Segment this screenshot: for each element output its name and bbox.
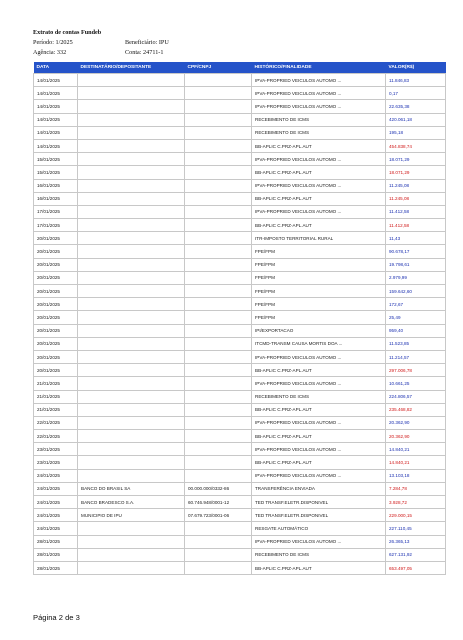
cell-destinatario	[78, 535, 185, 548]
cell-date: 16/01/2025	[34, 179, 78, 192]
table-row	[34, 482, 446, 495]
cell-historico: RECEBIMENTO DE ICMS	[252, 126, 386, 139]
cell-date: 28/01/2025	[34, 535, 78, 548]
cell-valor: 224.806,57	[386, 390, 446, 403]
table-row	[34, 285, 446, 298]
table-row	[34, 535, 446, 548]
cell-valor: 227.110,45	[386, 522, 446, 535]
table-row	[34, 443, 446, 456]
cell-historico: IPVA-PROPRIED VEICULOS AUTOMO ...	[252, 74, 386, 87]
cell-valor: 25,49	[386, 311, 446, 324]
cell-date: 24/01/2025	[34, 522, 78, 535]
cell-cpf-cnpj	[185, 430, 252, 443]
table-row	[34, 337, 446, 350]
cell-cpf-cnpj	[185, 139, 252, 152]
cell-historico: BB-APLIC C.PRZ-APL.AUT	[252, 561, 386, 574]
cell-destinatario	[78, 364, 185, 377]
cell-destinatario	[78, 403, 185, 416]
cell-valor: 20.362,90	[386, 416, 446, 429]
cell-date: 21/01/2025	[34, 390, 78, 403]
cell-cpf-cnpj	[185, 74, 252, 87]
cell-cpf-cnpj	[185, 271, 252, 284]
cell-valor: 13.103,18	[386, 469, 446, 482]
table-row	[34, 205, 446, 218]
cell-date: 14/01/2025	[34, 74, 78, 87]
cell-valor: 14.840,21	[386, 443, 446, 456]
page-number: Página 2 de 3	[33, 613, 80, 622]
cell-valor: 195,18	[386, 126, 446, 139]
table-row	[34, 416, 446, 429]
cell-historico: BB-APLIC C.PRZ-APL.AUT	[252, 166, 386, 179]
table-row	[34, 469, 446, 482]
cell-date: 28/01/2025	[34, 548, 78, 561]
cell-historico: IPVA-PROPRIED VEICULOS AUTOMO ...	[252, 443, 386, 456]
col-data-header: DATA	[34, 62, 78, 74]
table-row	[34, 113, 446, 126]
cell-destinatario	[78, 139, 185, 152]
table-row	[34, 219, 446, 232]
cell-cpf-cnpj	[185, 285, 252, 298]
cell-historico: RESGATE AUTOMÁTICO	[252, 522, 386, 535]
cell-destinatario	[78, 87, 185, 100]
cell-historico: IPVA-PROPRIED VEICULOS AUTOMO ...	[252, 87, 386, 100]
cell-valor: 235.468,82	[386, 403, 446, 416]
cell-historico: FPE/FPM	[252, 245, 386, 258]
cell-valor: 7.284,78	[386, 482, 446, 495]
cell-date: 24/01/2025	[34, 509, 78, 522]
cell-cpf-cnpj	[185, 535, 252, 548]
cell-valor: 454.838,74	[386, 139, 446, 152]
table-row	[34, 324, 446, 337]
cell-valor: 11.245,08	[386, 192, 446, 205]
cell-cpf-cnpj	[185, 416, 252, 429]
cell-valor: 18.071,29	[386, 166, 446, 179]
cell-date: 16/01/2025	[34, 192, 78, 205]
cell-historico: RECEBIMENTO DE ICMS	[252, 548, 386, 561]
cell-destinatario	[78, 192, 185, 205]
cell-date: 21/01/2025	[34, 377, 78, 390]
cell-historico: IPI/EXPORTACAO	[252, 324, 386, 337]
table-row	[34, 350, 446, 363]
cell-historico: IPVA-PROPRIED VEICULOS AUTOMO ...	[252, 350, 386, 363]
cell-cpf-cnpj	[185, 245, 252, 258]
cell-destinatario	[78, 285, 185, 298]
cell-cpf-cnpj	[185, 232, 252, 245]
cell-historico: BB-APLIC C.PRZ-APL.AUT	[252, 219, 386, 232]
cell-date: 20/01/2025	[34, 258, 78, 271]
cell-valor: 420.061,18	[386, 113, 446, 126]
cell-date: 20/01/2025	[34, 245, 78, 258]
cell-valor: 90.678,17	[386, 245, 446, 258]
cell-historico: IPVA-PROPRIED VEICULOS AUTOMO ...	[252, 377, 386, 390]
cell-destinatario: BANCO DO BRASIL SA	[78, 482, 185, 495]
cell-date: 20/01/2025	[34, 364, 78, 377]
cell-date: 14/01/2025	[34, 100, 78, 113]
cell-cpf-cnpj	[185, 87, 252, 100]
table-row	[34, 311, 446, 324]
cell-date: 23/01/2025	[34, 456, 78, 469]
cell-cpf-cnpj	[185, 113, 252, 126]
cell-destinatario: MUNICIPIO DE IPU	[78, 509, 185, 522]
cell-historico: FPE/FPM	[252, 298, 386, 311]
cell-date: 21/01/2025	[34, 403, 78, 416]
cell-valor: 18.071,29	[386, 153, 446, 166]
cell-valor: 26.365,13	[386, 535, 446, 548]
cell-destinatario	[78, 100, 185, 113]
cell-destinatario	[78, 258, 185, 271]
cell-historico: FPE/FPM	[252, 285, 386, 298]
statement-header	[33, 28, 169, 58]
cell-destinatario	[78, 456, 185, 469]
table-row	[34, 456, 446, 469]
cell-cpf-cnpj	[185, 377, 252, 390]
cell-cpf-cnpj	[185, 469, 252, 482]
cell-historico: ITCMD-TRANSM CAUSA MORTIS DOA ...	[252, 337, 386, 350]
cell-cpf-cnpj: 00.000.000/0332-86	[185, 482, 252, 495]
cell-historico: TRANSFERÊNCIA ENVIADA	[252, 482, 386, 495]
cell-destinatario	[78, 271, 185, 284]
cell-cpf-cnpj	[185, 205, 252, 218]
periodo-label: Período: 1/2025	[33, 39, 73, 46]
beneficiario-label: Beneficiário: IPU	[125, 39, 169, 46]
cell-destinatario	[78, 153, 185, 166]
table-row	[34, 100, 446, 113]
cell-cpf-cnpj	[185, 364, 252, 377]
cell-historico: BB-APLIC C.PRZ-APL.AUT	[252, 456, 386, 469]
cell-historico: BB-APLIC C.PRZ-APL.AUT	[252, 430, 386, 443]
cell-destinatario	[78, 324, 185, 337]
table-row	[34, 192, 446, 205]
cell-valor: 297.006,78	[386, 364, 446, 377]
table-row	[34, 509, 446, 522]
cell-date: 15/01/2025	[34, 153, 78, 166]
cell-historico: IPVA-PROPRIED VEICULOS AUTOMO ...	[252, 205, 386, 218]
cell-date: 24/01/2025	[34, 482, 78, 495]
cell-historico: FPE/FPM	[252, 258, 386, 271]
cell-historico: ITR-IMPOSTO TERRITORIAL RURAL	[252, 232, 386, 245]
cell-cpf-cnpj	[185, 456, 252, 469]
table-row	[34, 377, 446, 390]
cell-date: 28/01/2025	[34, 561, 78, 574]
cell-cpf-cnpj	[185, 443, 252, 456]
table-row	[34, 166, 446, 179]
cell-valor: 2.979,99	[386, 271, 446, 284]
cell-valor: 11.412,58	[386, 219, 446, 232]
cell-valor: 3.928,72	[386, 496, 446, 509]
cell-destinatario	[78, 337, 185, 350]
cell-destinatario	[78, 179, 185, 192]
table-row	[34, 390, 446, 403]
cell-destinatario: BANCO BRADESCO S.A.	[78, 496, 185, 509]
cell-valor: 11,43	[386, 232, 446, 245]
cell-destinatario	[78, 113, 185, 126]
cell-valor: 11.214,57	[386, 350, 446, 363]
cell-historico: IPVA-PROPRIED VEICULOS AUTOMO ...	[252, 153, 386, 166]
cell-valor: 159.642,60	[386, 285, 446, 298]
cell-historico: IPVA-PROPRIED VEICULOS AUTOMO ...	[252, 469, 386, 482]
cell-destinatario	[78, 416, 185, 429]
table-row	[34, 74, 446, 87]
cell-date: 20/01/2025	[34, 337, 78, 350]
cell-date: 14/01/2025	[34, 87, 78, 100]
cell-cpf-cnpj: 60.746.948/0001-12	[185, 496, 252, 509]
cell-date: 20/01/2025	[34, 324, 78, 337]
cell-historico: RECEBIMENTO DE ICMS	[252, 113, 386, 126]
cell-valor: 11.412,58	[386, 205, 446, 218]
cell-cpf-cnpj	[185, 403, 252, 416]
cell-destinatario	[78, 350, 185, 363]
table-body	[34, 74, 446, 575]
table-row	[34, 245, 446, 258]
cell-cpf-cnpj	[185, 258, 252, 271]
table-row	[34, 522, 446, 535]
cell-date: 22/01/2025	[34, 430, 78, 443]
cell-date: 20/01/2025	[34, 271, 78, 284]
cell-date: 24/01/2025	[34, 469, 78, 482]
cell-cpf-cnpj	[185, 548, 252, 561]
cell-cpf-cnpj	[185, 337, 252, 350]
cell-cpf-cnpj	[185, 311, 252, 324]
cell-destinatario	[78, 430, 185, 443]
table-row	[34, 179, 446, 192]
col-hist-header: HISTÓRICO/FINALIDADE	[252, 62, 386, 74]
cell-historico: FPE/FPM	[252, 271, 386, 284]
cell-destinatario	[78, 245, 185, 258]
table-row	[34, 548, 446, 561]
cell-date: 20/01/2025	[34, 285, 78, 298]
cell-destinatario	[78, 205, 185, 218]
cell-valor: 172,67	[386, 298, 446, 311]
table-row	[34, 232, 446, 245]
cell-destinatario	[78, 469, 185, 482]
cell-date: 14/01/2025	[34, 139, 78, 152]
agencia-label: Agência: 332	[33, 49, 67, 56]
cell-historico: BB-APLIC C.PRZ-APL.AUT	[252, 403, 386, 416]
cell-cpf-cnpj	[185, 100, 252, 113]
cell-cpf-cnpj	[185, 390, 252, 403]
table-row	[34, 298, 446, 311]
cell-historico: FPE/FPM	[252, 311, 386, 324]
cell-date: 24/01/2025	[34, 496, 78, 509]
table-row	[34, 271, 446, 284]
cell-valor: 11.846,83	[386, 74, 446, 87]
cell-cpf-cnpj	[185, 179, 252, 192]
cell-destinatario	[78, 311, 185, 324]
cell-cpf-cnpj	[185, 522, 252, 535]
cell-historico: IPVA-PROPRIED VEICULOS AUTOMO ...	[252, 416, 386, 429]
cell-destinatario	[78, 390, 185, 403]
cell-valor: 14.840,21	[386, 456, 446, 469]
cell-valor: 0,17	[386, 87, 446, 100]
col-doc-header: CPF/CNPJ	[185, 62, 252, 74]
cell-destinatario	[78, 74, 185, 87]
cell-destinatario	[78, 298, 185, 311]
cell-destinatario	[78, 377, 185, 390]
cell-date: 20/01/2025	[34, 298, 78, 311]
cell-date: 23/01/2025	[34, 443, 78, 456]
cell-date: 17/01/2025	[34, 219, 78, 232]
cell-valor: 11.245,08	[386, 179, 446, 192]
cell-destinatario	[78, 232, 185, 245]
table-row	[34, 430, 446, 443]
cell-date: 20/01/2025	[34, 350, 78, 363]
cell-date: 22/01/2025	[34, 416, 78, 429]
table-header-row	[34, 62, 446, 74]
cell-historico: BB-APLIC C.PRZ-APL.AUT	[252, 364, 386, 377]
cell-destinatario	[78, 126, 185, 139]
table-row	[34, 561, 446, 574]
cell-destinatario	[78, 443, 185, 456]
cell-historico: TED TRANSF.ELETR.DISPONIVEL	[252, 509, 386, 522]
cell-destinatario	[78, 219, 185, 232]
table-row	[34, 364, 446, 377]
table-row	[34, 87, 446, 100]
cell-valor: 10.661,25	[386, 377, 446, 390]
cell-cpf-cnpj	[185, 350, 252, 363]
cell-destinatario	[78, 548, 185, 561]
cell-date: 20/01/2025	[34, 232, 78, 245]
cell-valor: 627.131,92	[386, 548, 446, 561]
cell-valor: 22.635,38	[386, 100, 446, 113]
cell-cpf-cnpj	[185, 219, 252, 232]
header-row-1	[33, 38, 169, 48]
table-row	[34, 403, 446, 416]
cell-valor: 229.000,15	[386, 509, 446, 522]
statement-title: Extrato de contas Fundeb	[33, 29, 102, 36]
cell-cpf-cnpj	[185, 561, 252, 574]
table-row	[34, 126, 446, 139]
transactions-table	[33, 62, 446, 575]
table-row	[34, 258, 446, 271]
cell-valor: 653.497,05	[386, 561, 446, 574]
cell-historico: BB-APLIC C.PRZ-APL.AUT	[252, 192, 386, 205]
header-row-2	[33, 48, 169, 58]
cell-cpf-cnpj	[185, 166, 252, 179]
cell-valor: 11.523,85	[386, 337, 446, 350]
cell-historico: TED TRANSF.ELETR.DISPONIVEL	[252, 496, 386, 509]
cell-date: 17/01/2025	[34, 205, 78, 218]
cell-date: 15/01/2025	[34, 166, 78, 179]
cell-cpf-cnpj	[185, 192, 252, 205]
cell-valor: 959,40	[386, 324, 446, 337]
col-dest-header: DESTINATÁRIO/DEPOSITANTE	[78, 62, 185, 74]
cell-date: 14/01/2025	[34, 126, 78, 139]
cell-destinatario	[78, 166, 185, 179]
cell-cpf-cnpj	[185, 153, 252, 166]
cell-cpf-cnpj: 07.679.723/0001-06	[185, 509, 252, 522]
cell-valor: 19.798,61	[386, 258, 446, 271]
cell-historico: BB-APLIC C.PRZ-APL.AUT	[252, 139, 386, 152]
cell-cpf-cnpj	[185, 126, 252, 139]
cell-cpf-cnpj	[185, 298, 252, 311]
cell-date: 14/01/2025	[34, 113, 78, 126]
cell-cpf-cnpj	[185, 324, 252, 337]
cell-historico: RECEBIMENTO DE ICMS	[252, 390, 386, 403]
table-row	[34, 496, 446, 509]
cell-valor: 20.362,90	[386, 430, 446, 443]
conta-label: Conta: 24711-1	[125, 49, 164, 56]
cell-historico: IPVA-PROPRIED VEICULOS AUTOMO ...	[252, 179, 386, 192]
cell-historico: IPVA-PROPRIED VEICULOS AUTOMO ...	[252, 100, 386, 113]
table-row	[34, 139, 446, 152]
table-row	[34, 153, 446, 166]
cell-date: 20/01/2025	[34, 311, 78, 324]
cell-destinatario	[78, 561, 185, 574]
cell-historico: IPVA-PROPRIED VEICULOS AUTOMO ...	[252, 535, 386, 548]
col-valor-header: VALOR(R$)	[386, 62, 446, 74]
cell-destinatario	[78, 522, 185, 535]
